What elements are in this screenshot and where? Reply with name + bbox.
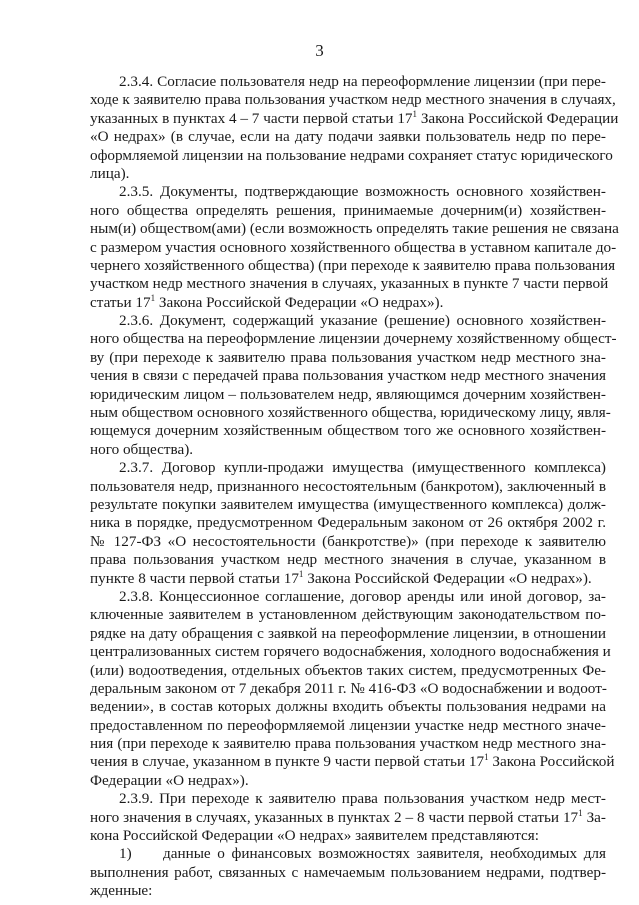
paragraph-line: чернего хозяйственного общества) (при переходе к заявителю права пользования xyxy=(90,256,616,274)
paragraph-line: ного значения в случаях, указанных в пунктах 2 – 8 части первой статьи $17^1$ За- xyxy=(90,807,606,826)
paragraph-line: (или) водоотведения, отдельных объектов таких систем, предусмотренных Фе- xyxy=(90,661,606,679)
paragraph-line: права пользования участком недр местного значения в случае, указанном в xyxy=(90,551,606,569)
paragraph-line: ходе к заявителю права пользования участком недр местного значения в случаях, xyxy=(90,91,616,109)
paragraph-line: ключенные заявителем в установленном действующим законодательством по- xyxy=(90,606,606,624)
paragraph-line: ющемуся дочерним хозяйственным обществом того же основного хозяйствен- xyxy=(90,422,606,440)
paragraph-line: 2.3.6. Документ, содержащий указание (решение) основного хозяйствен- xyxy=(119,312,606,330)
list-item-text: данные о финансовых возможностях заявителя, необходимых для xyxy=(163,845,606,863)
paragraph-line: 2.3.7. Договор купли-продажи имущества (имущественного комплекса) xyxy=(119,459,606,477)
paragraph-line: ного общества на переоформление лицензии дочернему хозяйственному общест- xyxy=(90,330,617,348)
paragraph-line: лица). xyxy=(90,164,130,182)
paragraph-line: результате покупки заявителем имущества (имущественного комплекса) долж- xyxy=(90,495,606,513)
paragraph-line: указанных в пунктах 4 – 7 части первой статьи $17^1$ Закона Российской Федерации xyxy=(90,108,619,127)
paragraph-line: юридическим лицом – пользователем недр, являющимся дочерним хозяйствен- xyxy=(90,385,606,403)
paragraph-line: чения в связи с передачей права пользования участком недр местного значения xyxy=(90,367,606,385)
paragraph-line: рядке на дату обращения с заявкой на переоформление лицензии, в отношении xyxy=(90,624,606,642)
paragraph-2-3-5 xyxy=(90,183,619,312)
paragraph-2-3-8 xyxy=(90,587,615,790)
paragraph-line: ника в порядке, предусмотренном Федеральным законом от 26 октября 2002 г. xyxy=(90,514,606,532)
paragraph-line: предоставленном по переоформляемой лицензии участке недр местного значе- xyxy=(90,716,606,734)
paragraph-line: централизованных систем горячего водоснабжения, холодного водоснабжения и xyxy=(90,643,611,661)
paragraph-line: ного общества). xyxy=(90,440,194,458)
paragraph-2-3-7 xyxy=(90,459,606,588)
paragraph-line: 2.3.5. Документы, подтверждающие возможность основного хозяйствен- xyxy=(119,183,606,201)
paragraph-line: «О недрах» (в случае, если на дату подачи заявки пользователь недр по пере- xyxy=(90,128,606,146)
paragraph-2-3-9 xyxy=(90,790,606,845)
paragraph-line: № 127-ФЗ «О несостоятельности (банкротстве)» (при переходе к заявителю xyxy=(90,532,606,550)
paragraph-line: ву (при переходе к заявителю права пользования участком недр местного зна- xyxy=(90,348,606,366)
paragraph-line: чения в случае, указанном в пункте 9 части первой статьи $17^1$ Закона Российской xyxy=(90,752,615,771)
page-number: 3 xyxy=(315,41,324,60)
paragraph-2-3-4 xyxy=(90,73,619,183)
paragraph-line: ведении», в состав которых должны входить объекты пользования недрами на xyxy=(90,698,606,716)
paragraph-line: пользователя недр, признанного несостоятельным (банкротом), заключенный в xyxy=(90,477,606,495)
paragraph-line: ным(и) обществом(ами) (если возможность определять такие решения не связана xyxy=(90,220,619,238)
paragraph-line: пункте 8 части первой статьи $17^1$ Закона Российской Федерации «О недрах»). xyxy=(90,568,592,587)
paragraph-line: 2.3.4. Согласие пользователя недр на переоформление лицензии (при пере- xyxy=(119,73,606,90)
paragraph-line: ного общества определять решения, принимаемые дочерним(и) хозяйствен- xyxy=(90,201,606,219)
paragraph-line: статьи $17^1$ Закона Российской Федерации «О недрах»). xyxy=(90,292,444,311)
paragraph-line: деральным законом от 7 декабря 2011 г. № 416-ФЗ «О водоснабжении и водоот- xyxy=(90,679,607,697)
paragraph-line: ным обществом основного хозяйственного общества, юридическому лицу, явля- xyxy=(90,404,611,422)
list-item-line: жденные: xyxy=(90,882,153,900)
paragraph-line: Федерации «О недрах»). xyxy=(90,771,249,789)
list-item-first-line xyxy=(90,845,606,863)
paragraph-line: оформляемой лицензии на пользование недрами сохраняет статус юридического xyxy=(90,146,613,164)
paragraph-2-3-6 xyxy=(90,312,617,459)
list-item xyxy=(90,845,606,900)
paragraph-line: кона Российской Федерации «О недрах» заявителем представляются: xyxy=(90,827,539,845)
list-item-number: 1) xyxy=(119,845,132,863)
list-item-line: выполнения работ, связанных с намечаемым пользованием недрами, подтвер- xyxy=(90,863,606,881)
paragraph-line: с размером участия основного хозяйственного общества в уставном капитале до- xyxy=(90,238,617,256)
paragraph-line: ния (при переходе к заявителю права пользования участком недр местного зна- xyxy=(90,735,606,753)
paragraph-line: участком недр местного значения в случаях, указанных в пункте 7 части первой xyxy=(90,275,609,293)
paragraph-line: 2.3.8. Концессионное соглашение, договор аренды или иной договор, за- xyxy=(119,587,606,605)
document-body xyxy=(90,73,619,901)
paragraph-line: 2.3.9. При переходе к заявителю права пользования участком недр мест- xyxy=(119,790,606,808)
